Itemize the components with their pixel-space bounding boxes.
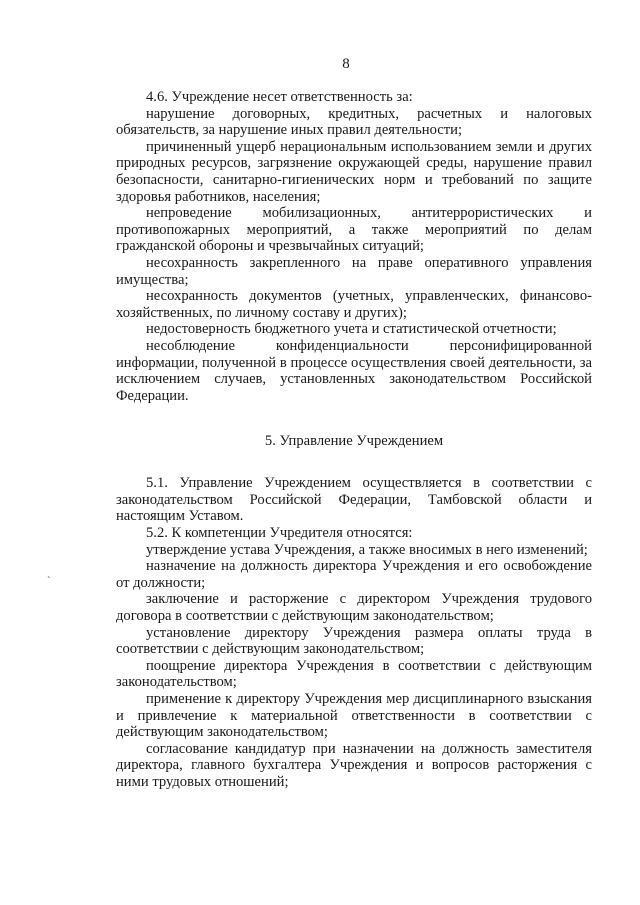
liability-item-contract-violation: нарушение договорных, кредитных, расчетных и налоговых обязательств, за нарушение иных правил деятельности; [116,105,592,139]
paragraph-5-1: 5.1. Управление Учреждением осуществляется в соответствии с законодательством Российской Федерации, Тамбовской области и настоящим Уставом. [116,475,592,525]
liability-item-civil-defense: непроведение мобилизационных, антитеррористических и противопожарных мероприятий, а также мероприятий по делам гражданской обороны и чрезвычайных ситуаций; [116,205,592,255]
competence-item-salary: установление директору Учреждения размера оплаты труда в соответствии с действующим законодательством; [116,624,592,658]
section-4-6 [116,89,592,404]
liability-item-confidentiality: несоблюдение конфиденциальности персонифицированной информации, полученной в процессе осуществления своей деятельности, за исключением случаев, установленных законодательством Российской Федерации. [116,337,592,404]
section-5-title: 5. Управление Учреждением [264,433,444,450]
competence-item-contract: заключение и расторжение с директором Учреждения трудового договора в соответствии с действующим законодательством; [116,591,592,625]
liability-item-accounting: недостоверность бюджетного учета и статистической отчетности; [146,321,557,338]
competence-item-disciplinary: применение к директору Учреждения мер дисциплинарного взыскания и привлечение к материальной ответственности в соответствии с действующим законодательством; [116,691,592,741]
section-5 [116,475,592,790]
page-body [116,89,592,791]
liability-item-property: несохранность закрепленного на праве оперативного управления имущества; [116,254,592,288]
competence-item-incentive: поощрение директора Учреждения в соответствии с действующим законодательством; [116,657,592,691]
competence-item-deputy-approval: согласование кандидатур при назначении на должность заместителя директора, главного бухгалтера Учреждения и вопросов расторжения с ними трудовых отношений; [116,740,592,790]
paragraph-5-2-heading: 5.2. К компетенции Учредителя относятся: [146,525,413,542]
page-number: 8 [342,56,350,72]
scan-mark: ` [47,575,51,587]
liability-item-documents: несохранность документов (учетных, управленческих, финансово-хозяйственных, по личному составу и других); [116,288,592,321]
liability-item-damage: причиненный ущерб нерациональным использованием земли и других природных ресурсов, загрязнение окружающей среды, нарушение правил безопасности, санитарно-гигиенических норм и требований по защите здоровья работников, населения; [116,138,592,205]
competence-item-charter: утверждение устава Учреждения, а также вносимых в него изменений; [146,541,588,558]
competence-item-appointment: назначение на должность директора Учреждения и его освобождение от должности; [116,558,592,591]
paragraph-4-6-heading: 4.6. Учреждение несет ответственность за: [146,89,413,105]
